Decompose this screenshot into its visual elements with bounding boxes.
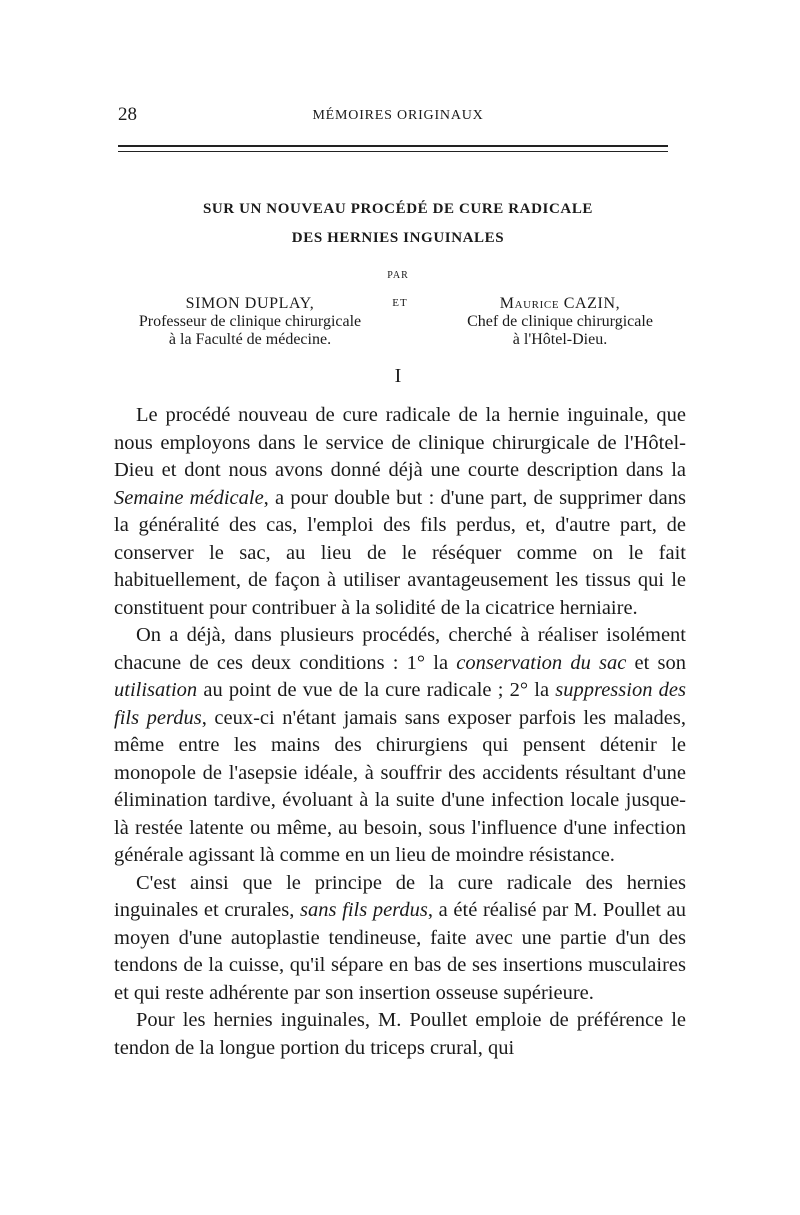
author-affiliation: à l'Hôtel-Dieu. (512, 331, 608, 348)
section-number: I (394, 365, 402, 387)
article-title-line-2: DES HERNIES INGUINALES (291, 230, 505, 246)
author-role: Chef de clinique chirurgicale (467, 313, 653, 330)
header-rule-thin (118, 151, 668, 152)
italic-phrase: suppression des fils perdus (114, 679, 686, 729)
author-name: Maurice CAZIN, (499, 295, 621, 312)
paragraph: Le procédé nouveau de cure radicale de la hernie inguinale, que nous employons dans le service de clinique chirurgicale de l'Hôtel-Dieu et dont nous avons donné déjà une courte description dans la Semaine médicale, a pour double but : d'une part, de supprimer dans la généralité des cas, l'emploi des fils perdus, et, d'autre part, de conserver le sac, au lieu de le réséquer comme on le fait habituellement, de façon à utiliser avantageusement les tissus qui le constituent pour contribuer à la solidité de la cicatrice herniaire. (114, 404, 686, 619)
author-cazin (420, 295, 700, 349)
page-number: 28 (118, 104, 137, 125)
italic-phrase: sans fils perdus (300, 899, 428, 921)
italic-phrase: utilisation (114, 679, 198, 701)
author-role: Professeur de clinique chirurgicale (138, 313, 362, 330)
byline: PAR (387, 270, 409, 281)
running-title: MÉMOIRES ORIGINAUX (312, 108, 484, 123)
paragraph: Pour les hernies inguinales, M. Poullet emploie de préférence le tendon de la longue portion du triceps crural, qui (114, 1009, 686, 1059)
paragraph: C'est ainsi que le principe de la cure radicale des hernies inguinales et crurales, sans fils perdus, a été réalisé par M. Poullet au moyen d'une autoplastie tendineuse, faite avec une partie d'un des tendons de la cuisse, qu'il sépare en bas de ses insertions musculaires et qui reste adhérente par son insertion osseuse supérieure. (114, 871, 687, 1004)
author-conjunction: ET (392, 297, 408, 309)
article-body (114, 402, 686, 1062)
italic-phrase: Semaine médicale (114, 486, 264, 509)
paragraph: On a déjà, dans plusieurs procédés, cherché à réaliser isolément chacune de ces deux conditions : 1° la conservation du sac et son utilisation au point de vue de la cure radicale ; 2° la suppression des fils perdus, ceux-ci n'étant jamais sans exposer parfois les malades, même entre les mains des chirurgiens qui pensent détenir le monopole de l'asepsie idéale, à souffrir des accidents résultant d'une élimination tardive, évoluant à la suite d'une infection locale jusque-là restée latente ou même, au besoin, sous l'influence d'une infection générale agissant là comme en un lieu de moindre résistance. (114, 624, 686, 866)
running-head (118, 104, 678, 128)
header-rule-thick (118, 145, 668, 147)
author-affiliation: à la Faculté de médecine. (168, 331, 332, 348)
italic-phrase: conservation du sac (456, 651, 627, 674)
author-duplay (100, 295, 400, 349)
article-title-line-1: SUR UN NOUVEAU PROCÉDÉ DE CURE RADICALE (202, 201, 594, 217)
author-name: SIMON DUPLAY, (185, 295, 315, 312)
